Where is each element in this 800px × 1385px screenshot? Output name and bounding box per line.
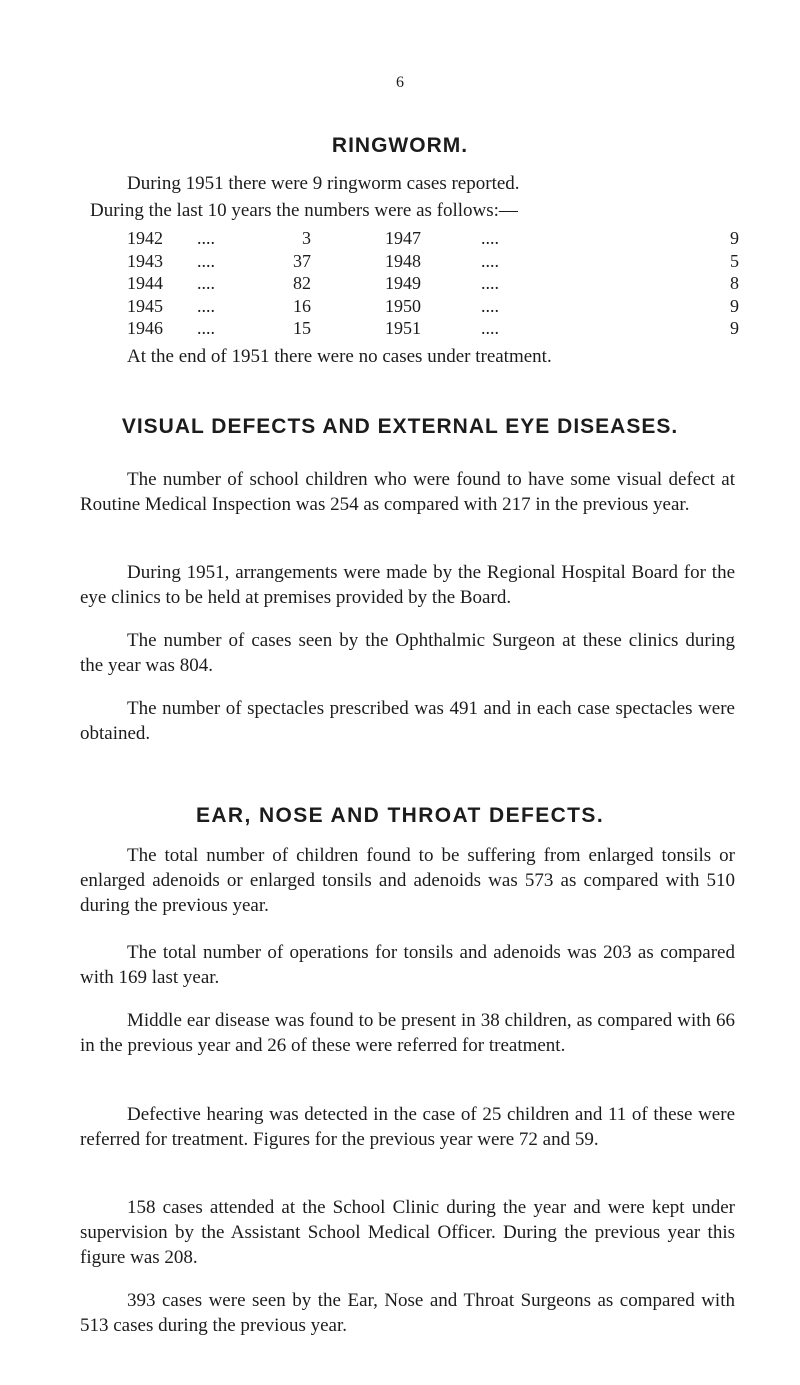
page-number: 6	[396, 74, 404, 91]
leader-dots: ....	[197, 273, 215, 294]
ringworm-intro: During 1951 there were 9 ringworm cases reported.	[127, 173, 520, 194]
cases-cell: 9	[730, 228, 739, 248]
year-cell: 1946	[127, 318, 163, 339]
ent-paragraph: Middle ear disease was found to be present in 38 children, as compared with 66 in the previous year and 26 of these were referred for treatment.	[80, 1010, 735, 1056]
cases-cell: 9	[730, 318, 739, 339]
year-cell: 1951	[385, 318, 421, 339]
visual-paragraph: The number of spectacles prescribed was 491 and in each case spectacles were obtained.	[80, 698, 735, 744]
ent-paragraph: 158 cases attended at the School Clinic during the year and were kept under supervision by the Assistant School Medical Officer. During the previous year this figure was 208.	[80, 1197, 735, 1268]
leader-dots: ....	[197, 228, 215, 248]
table-row	[127, 272, 739, 295]
year-cell: 1944	[127, 273, 163, 294]
visual-paragraph: The number of cases seen by the Ophthalmic Surgeon at these clinics during the year was 804.	[80, 630, 735, 676]
table-row	[127, 250, 739, 273]
table-row	[127, 317, 739, 340]
leader-dots: ....	[197, 295, 215, 316]
cases-cell: 37	[293, 250, 311, 271]
table-row	[127, 227, 739, 250]
cases-cell: 5	[730, 250, 739, 271]
visual-defects-heading: VISUAL DEFECTS AND EXTERNAL EYE DISEASES.	[121, 415, 679, 438]
leader-dots: ....	[481, 318, 499, 339]
leader-dots: ....	[481, 250, 499, 271]
visual-paragraph: During 1951, arrangements were made by the Regional Hospital Board for the eye clinics to be held at premises provided by the Board.	[80, 562, 735, 608]
ringworm-heading: RINGWORM.	[331, 134, 469, 157]
year-cell: 1950	[385, 295, 421, 316]
leader-dots: ....	[481, 228, 499, 248]
ringworm-conclusion: At the end of 1951 there were no cases under treatment.	[127, 346, 552, 367]
cases-cell: 3	[302, 228, 311, 248]
ent-paragraph: The total number of operations for tonsils and adenoids was 203 as compared with 169 last year.	[80, 942, 735, 988]
cases-cell: 15	[293, 318, 311, 339]
year-cell: 1949	[385, 273, 421, 294]
cases-cell: 16	[293, 295, 311, 316]
leader-dots: ....	[197, 318, 215, 339]
year-cell: 1942	[127, 228, 163, 248]
cases-cell: 8	[730, 273, 739, 294]
ent-paragraph: 393 cases were seen by the Ear, Nose and Throat Surgeons as compared with 513 cases during the previous year.	[80, 1290, 735, 1336]
year-cell: 1947	[385, 228, 421, 248]
cases-cell: 82	[293, 273, 311, 294]
leader-dots: ....	[481, 273, 499, 294]
ent-paragraph: The total number of children found to be suffering from enlarged tonsils or enlarged adenoids or enlarged tonsils and adenoids was 573 as compared with 510 during the previous year.	[80, 845, 735, 916]
year-cell: 1943	[127, 250, 163, 271]
leader-dots: ....	[197, 250, 215, 271]
ringworm-cases-table	[127, 227, 739, 340]
ringworm-table-intro-text: During the last 10 years the numbers were as follows:—	[90, 200, 518, 221]
ent-defects-heading: EAR, NOSE AND THROAT DEFECTS.	[195, 804, 605, 827]
year-cell: 1948	[385, 250, 421, 271]
cases-cell: 9	[730, 295, 739, 316]
year-cell: 1945	[127, 295, 163, 316]
visual-paragraph: The number of school children who were found to have some visual defect at Routine Medical Inspection was 254 as compared with 217 in the previous year.	[80, 469, 735, 515]
ringworm-table-intro	[90, 198, 745, 223]
leader-dots: ....	[481, 295, 499, 316]
table-row	[127, 295, 739, 318]
ent-paragraph: Defective hearing was detected in the case of 25 children and 11 of these were referred for treatment. Figures for the previous year were 72 and 59.	[80, 1104, 735, 1150]
